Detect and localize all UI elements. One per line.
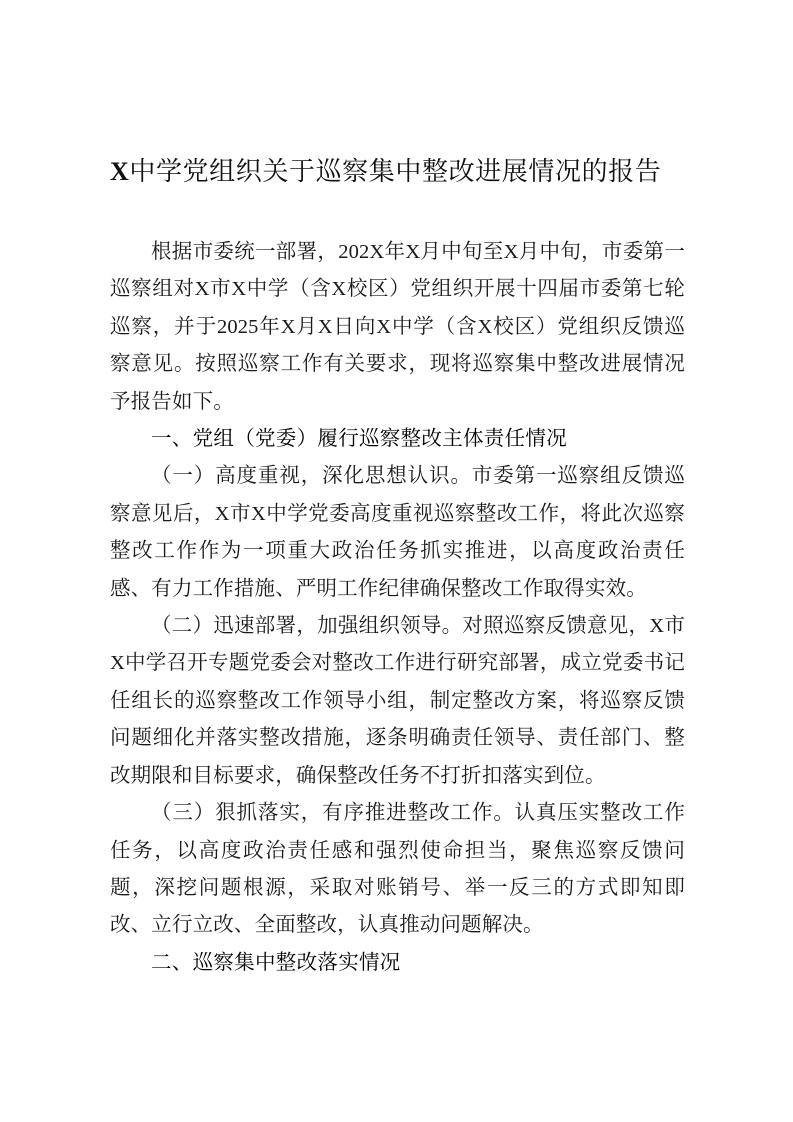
section-heading-two: 二、巡察集中整改落实情况 <box>151 951 401 974</box>
paragraph-section-one-item-b: （二）迅速部署，加强组织领导。对照巡察反馈意见，X市X中学召开专题党委会对整改工作进行研究部署，成立党委书记任组长的巡察整改工作领导小组，制定整改方案，将巡察反馈问题细化并落实整改措施，逐条明确责任领导、责任部门、整改期限和目标要求，确保整改任务不打折扣落实到位。 <box>110 615 685 787</box>
title-bottom-spacer <box>110 192 685 234</box>
page-title: X中学党组织关于巡察集中整改进展情况的报告 <box>110 157 662 186</box>
paragraph-intro: 根据市委统一部署，202X年X月中旬至X月中旬，市委第一巡察组对X市X中学（含X校区）党组织开展十四届市委第七轮巡察，并于2025年X月X日向X中学（含X校区）党组织反馈巡察意见。按照巡察工作有关要求，现将巡察集中整改进展情况予报告如下。 <box>110 241 685 413</box>
paragraph-section-one-item-c: （三）狠抓落实，有序推进整改工作。认真压实整改工作任务，以高度政治责任感和强烈使命担当，聚焦巡察反馈问题，深挖问题根源，采取对账销号、举一反三的方式即知即改、立行立改、全面整改，认真推动问题解决。 <box>110 802 685 937</box>
section-heading-one: 一、党组（党委）履行巡察整改主体责任情况 <box>151 428 567 451</box>
paragraph-section-one-item-a: （一）高度重视，深化思想认识。市委第一巡察组反馈巡察意见后，X市X中学党委高度重视巡察整改工作，将此次巡察整改工作作为一项重大政治任务抓实推进，以高度政治责任感、有力工作措施、严明工作纪律确保整改工作取得实效。 <box>110 465 685 600</box>
title-top-spacer <box>110 0 685 152</box>
document-content <box>110 0 685 982</box>
